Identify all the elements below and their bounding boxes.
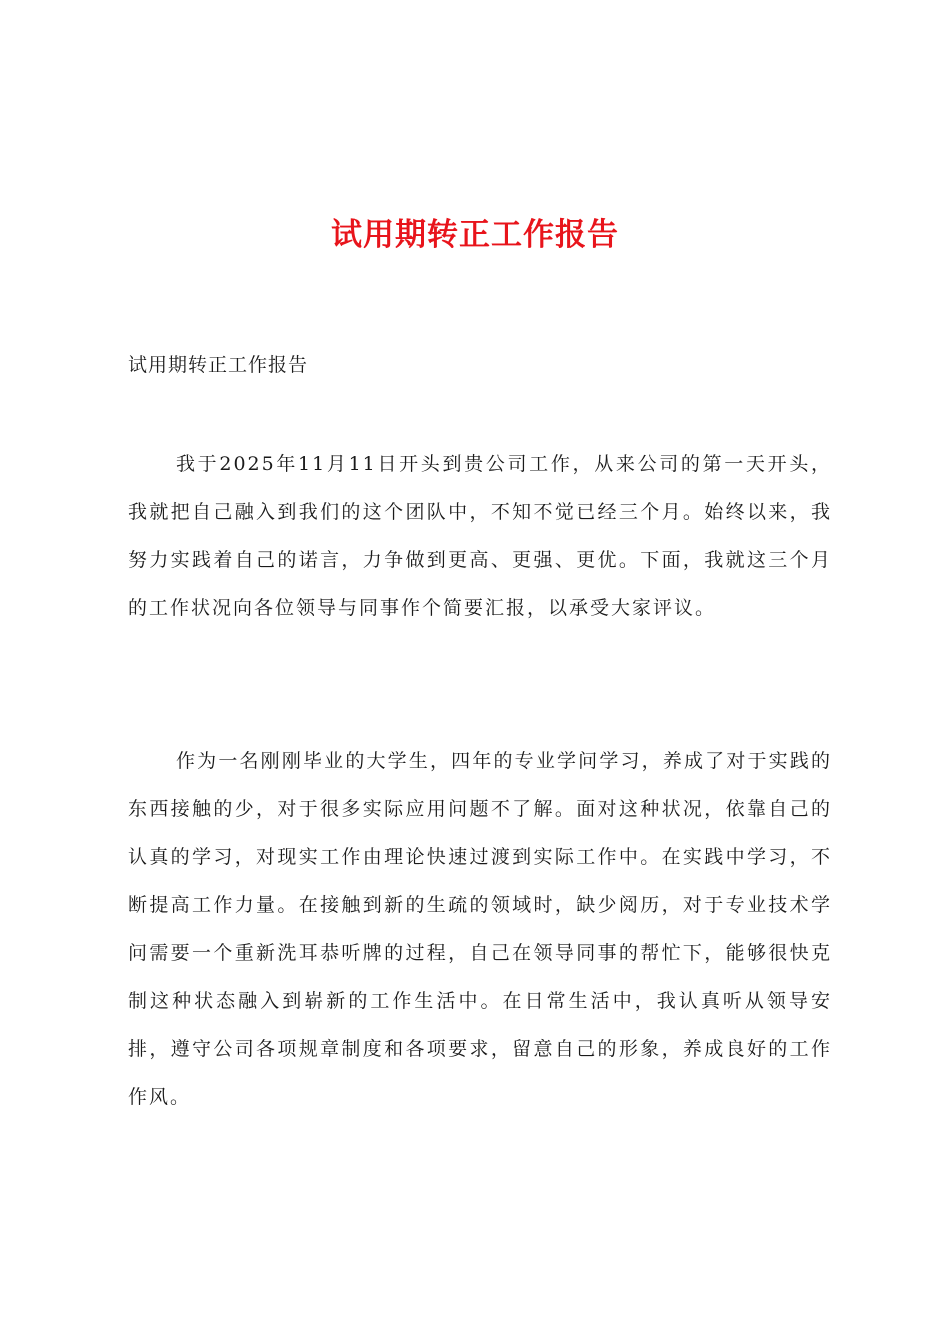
document-subtitle: 试用期转正工作报告 [128,354,309,376]
document-title: 试用期转正工作报告 [331,217,619,253]
paragraph-2: 作为一名刚刚毕业的大学生，四年的专业学问学习，养成了对于实践的东西接触的少，对于很多实际应用问题不了解。面对这种状况，依靠自己的认真的学习，对现实工作由理论快速过渡到实际工作中。在实践中学习，不断提高工作力量。在接触到新的生疏的领域时，缺少阅历，对于专业技术学问需要一个重新洗耳恭听牌的过程，自己在领导同事的帮忙下，能够很快克制这种状态融入到崭新的工作生活中。在日常生活中，我认真听从领导安排，遵守公司各项规章制度和各项要求，留意自己的形象，养成良好的工作作风。 [128,750,832,1108]
paragraph-1: 我于2025年11月11日开头到贵公司工作，从来公司的第一天开头，我就把自己融入到我们的这个团队中，不知不觉已经三个月。始终以来，我努力实践着自己的诺言，力争做到更高、更强、更优。下面，我就这三个月的工作状况向各位领导与同事作个简要汇报，以承受大家评议。 [128,453,832,619]
